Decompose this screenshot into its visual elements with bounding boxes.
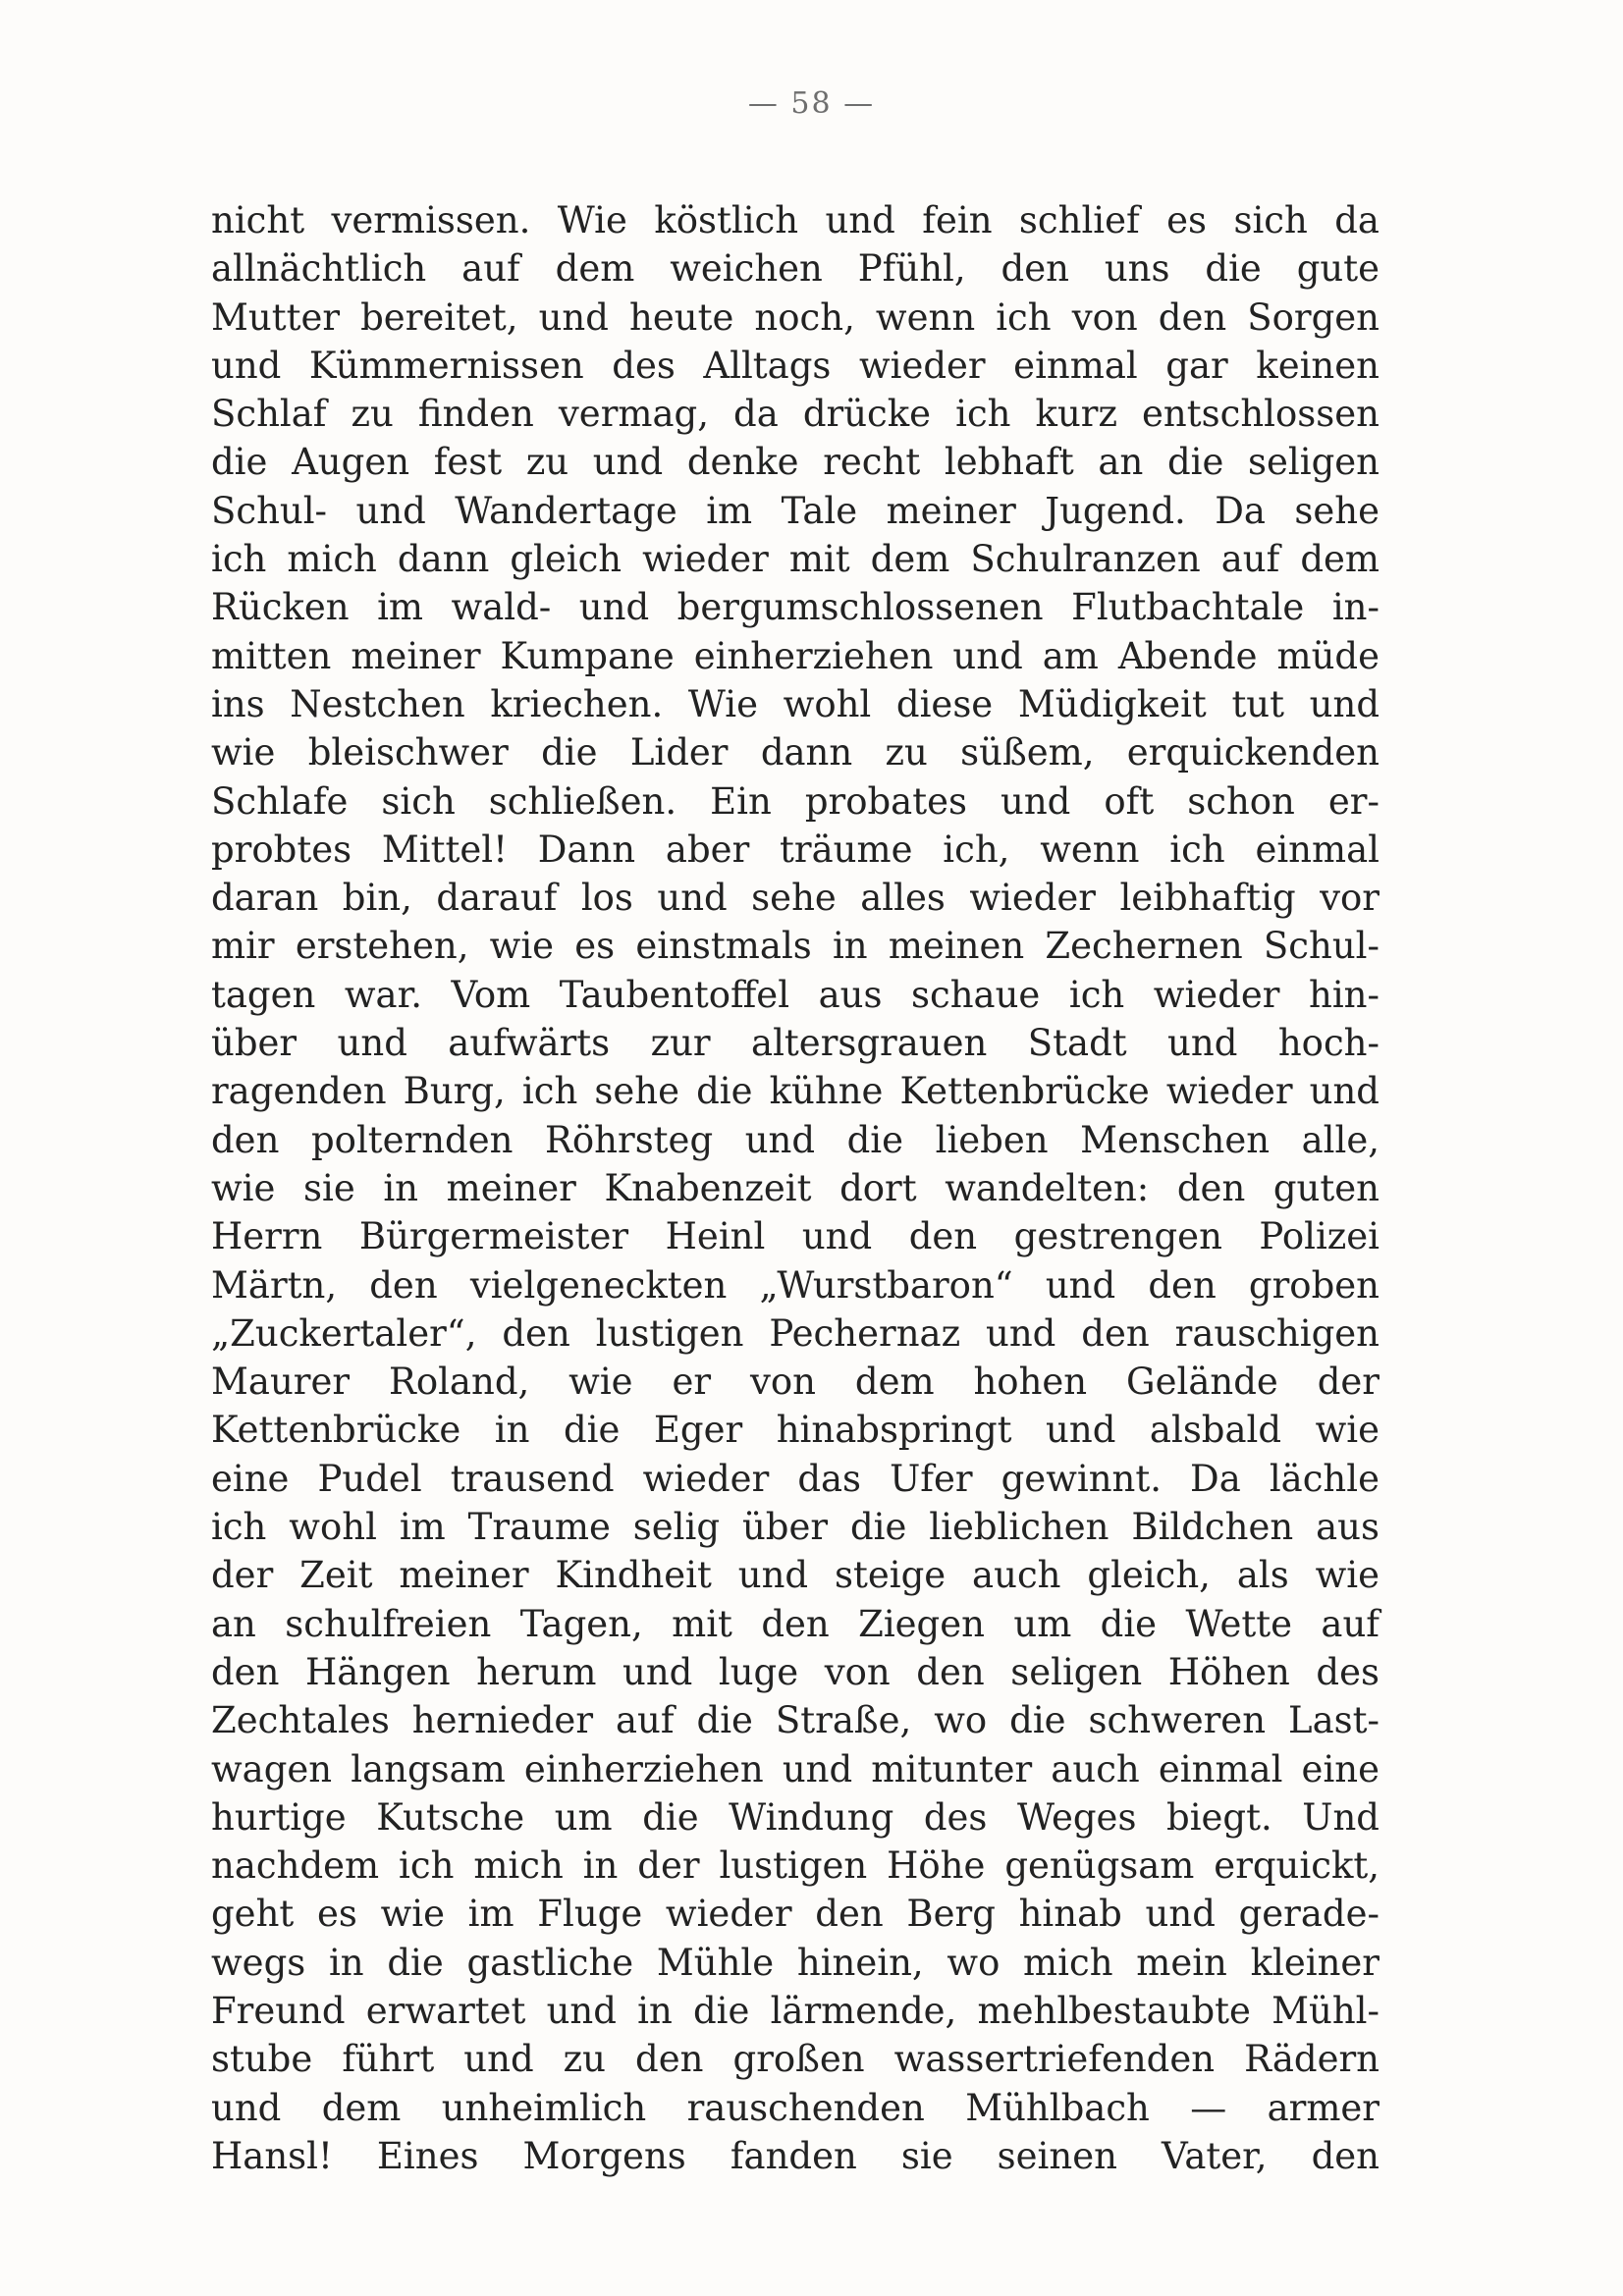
body-text bbox=[211, 196, 1380, 2180]
text-line: „Zuckertaler“, den lustigen Pechernaz und den rauschigen bbox=[211, 1311, 1380, 1355]
text-line: Schlafe sich schließen. Ein probates und oft schon er- bbox=[211, 779, 1380, 823]
text-line: Schlaf zu finden vermag, da drücke ich kurz entschlossen bbox=[211, 393, 1380, 436]
text-line: Märtn, den vielgeneckten „Wurstbaron“ und den groben bbox=[211, 1263, 1380, 1307]
page-number: — 58 — bbox=[747, 86, 876, 121]
text-line: eine Pudel trausend wieder das Ufer gewinnt. Da lächle bbox=[211, 1457, 1380, 1500]
text-line: mir erstehen, wie es einstmals in meinen Zechernen Schul- bbox=[211, 925, 1380, 968]
text-line: stube führt und zu den großen wassertriefenden Rädern bbox=[211, 2038, 1380, 2081]
text-line: ich wohl im Traume selig über die lieblichen Bildchen aus bbox=[211, 1506, 1380, 1549]
text-line: den Hängen herum und luge von den seligen Höhen des bbox=[211, 1650, 1380, 1693]
text-line: daran bin, darauf los und sehe alles wieder leibhaftig vor bbox=[211, 877, 1380, 920]
text-line: wie sie in meiner Knabenzeit dort wandelten: den guten bbox=[211, 1166, 1380, 1209]
text-line: allnächtlich auf dem weichen Pfühl, den uns die gute bbox=[211, 247, 1380, 291]
text-line: Kettenbrücke in die Eger hinabspringt und alsbald wie bbox=[211, 1409, 1380, 1452]
text-line: mitten meiner Kumpane einherziehen und am Abende müde bbox=[211, 634, 1380, 677]
text-line: der Zeit meiner Kindheit und steige auch gleich, als wie bbox=[211, 1554, 1380, 1597]
text-line: Maurer Roland, wie er von dem hohen Gelände der bbox=[211, 1361, 1380, 1404]
text-line: Mutter bereitet, und heute noch, wenn ich von den Sorgen bbox=[211, 295, 1380, 339]
text-line: wagen langsam einherziehen und mitunter auch einmal eine bbox=[211, 1747, 1380, 1790]
text-line: ins Nestchen kriechen. Wie wohl diese Müdigkeit tut und bbox=[211, 682, 1380, 725]
text-line: Zechtales hernieder auf die Straße, wo die schweren Last- bbox=[211, 1699, 1380, 1742]
text-line: ich mich dann gleich wieder mit dem Schulranzen auf dem bbox=[211, 538, 1380, 581]
text-line: tagen war. Vom Taubentoffel aus schaue ich wieder hin- bbox=[211, 973, 1380, 1016]
text-line: und Kümmernissen des Alltags wieder einmal gar keinen bbox=[211, 344, 1380, 387]
text-line: nachdem ich mich in der lustigen Höhe genügsam erquickt, bbox=[211, 1844, 1380, 1888]
text-line: und dem unheimlich rauschenden Mühlbach — armer bbox=[211, 2086, 1380, 2129]
text-line: Rücken im wald- und bergumschlossenen Flutbachtale in- bbox=[211, 586, 1380, 629]
text-line: an schulfreien Tagen, mit den Ziegen um die Wette auf bbox=[211, 1602, 1380, 1645]
text-line: Hansl! Eines Morgens fanden sie seinen Vater, den bbox=[211, 2134, 1380, 2177]
text-line: über und aufwärts zur altersgrauen Stadt und hoch- bbox=[211, 1022, 1380, 1065]
text-line: Herrn Bürgermeister Heinl und den gestrengen Polizei bbox=[211, 1215, 1380, 1258]
text-line: probtes Mittel! Dann aber träume ich, wenn ich einmal bbox=[211, 828, 1380, 871]
text-line: hurtige Kutsche um die Windung des Weges biegt. Und bbox=[211, 1795, 1380, 1839]
text-line: ragenden Burg, ich sehe die kühne Kettenbrücke wieder und bbox=[211, 1070, 1380, 1113]
text-line: nicht vermissen. Wie köstlich und fein schlief es sich da bbox=[211, 199, 1380, 241]
text-line: den polternden Röhrsteg und die lieben Menschen alle, bbox=[211, 1118, 1380, 1161]
text-line: wegs in die gastliche Mühle hinein, wo mich mein kleiner bbox=[211, 1941, 1380, 1984]
text-line: Freund erwartet und in die lärmende, mehlbestaubte Mühl- bbox=[211, 1989, 1380, 2032]
text-line: Schul- und Wandertage im Tale meiner Jugend. Da sehe bbox=[211, 489, 1380, 532]
text-line: wie bleischwer die Lider dann zu süßem, erquickenden bbox=[211, 731, 1380, 774]
text-line: die Augen fest zu und denke recht lebhaft an die seligen bbox=[211, 441, 1380, 484]
text-line: geht es wie im Fluge wieder den Berg hinab und gerade- bbox=[211, 1893, 1380, 1936]
